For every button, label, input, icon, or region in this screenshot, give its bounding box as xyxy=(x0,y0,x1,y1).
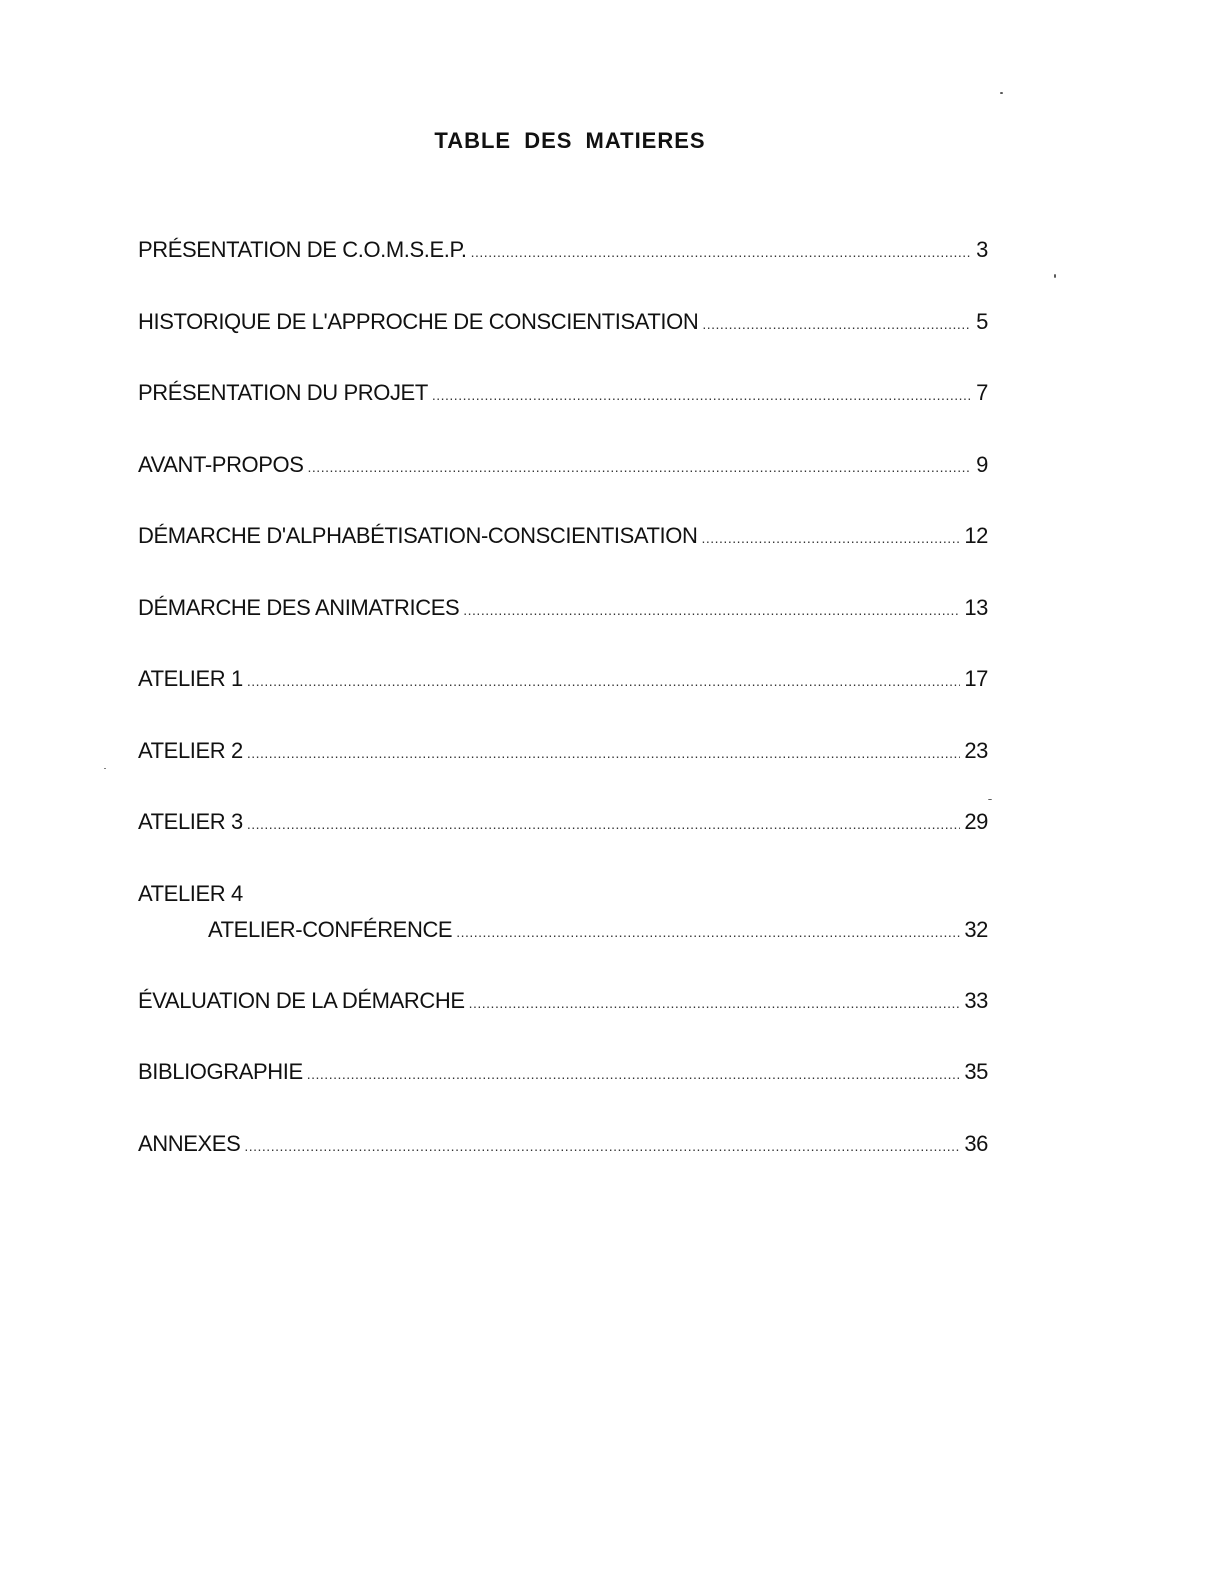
toc-line xyxy=(138,912,988,948)
toc-page-number: 32 xyxy=(964,916,988,942)
toc-line xyxy=(138,804,988,840)
toc-page-number: 35 xyxy=(964,1059,988,1084)
dot-leader xyxy=(702,306,970,342)
dot-leader xyxy=(456,914,960,950)
toc-page-number: 9 xyxy=(976,451,988,477)
dot-leader xyxy=(247,806,961,842)
toc-line xyxy=(138,661,988,697)
toc-page-number: 13 xyxy=(964,594,988,620)
scan-speck xyxy=(1054,274,1056,278)
toc-page-number: 12 xyxy=(964,523,988,548)
toc-entry-label: ATELIER 2 xyxy=(138,737,243,763)
toc-line xyxy=(138,232,988,268)
page-title: TABLE DES MATIERES xyxy=(434,128,706,153)
toc-page-number: 5 xyxy=(976,308,988,334)
toc-page-number: 23 xyxy=(964,737,988,763)
toc-line xyxy=(138,447,988,483)
toc-entry-label: PRÉSENTATION DE C.O.M.S.E.P. xyxy=(138,237,467,262)
toc-entry xyxy=(138,375,988,447)
dot-leader xyxy=(247,663,961,699)
dot-leader xyxy=(432,377,970,413)
toc-entry-label: ATELIER 1 xyxy=(138,666,243,691)
toc-entry xyxy=(138,661,988,733)
toc-page-number: 3 xyxy=(976,237,988,262)
toc-entry xyxy=(138,590,988,662)
toc-entry xyxy=(138,1054,988,1126)
dot-leader xyxy=(307,1056,961,1092)
toc-line xyxy=(138,983,988,1019)
toc-entry-label: AVANT-PROPOS xyxy=(138,451,304,477)
toc-line xyxy=(138,518,988,554)
toc-entry-label: PRÉSENTATION DU PROJET xyxy=(138,380,428,405)
toc-line xyxy=(138,304,988,340)
toc-entry-heading: ATELIER 4 xyxy=(138,880,243,906)
toc-entry xyxy=(138,518,988,590)
toc-entry-label: BIBLIOGRAPHIE xyxy=(138,1059,303,1084)
dot-leader xyxy=(247,735,961,771)
toc-entry-label: DÉMARCHE DES ANIMATRICES xyxy=(138,594,460,620)
toc-entry xyxy=(138,232,988,304)
dot-leader xyxy=(244,1128,960,1164)
toc-entry xyxy=(138,447,988,519)
toc-entry xyxy=(138,304,988,376)
toc-entry xyxy=(138,804,988,876)
toc-entry-label: ÉVALUATION DE LA DÉMARCHE xyxy=(138,987,465,1013)
dot-leader xyxy=(701,520,960,556)
dot-leader xyxy=(308,449,970,485)
toc-page-number: 36 xyxy=(964,1130,988,1156)
toc-page-number: 29 xyxy=(964,809,988,834)
toc-entry-label: ATELIER-CONFÉRENCE xyxy=(208,916,453,942)
toc-line xyxy=(138,733,988,769)
toc-entry xyxy=(138,1126,988,1198)
dot-leader xyxy=(469,985,961,1021)
scan-speck xyxy=(988,799,992,800)
toc-line xyxy=(138,375,988,411)
toc-line xyxy=(138,590,988,626)
table-of-contents xyxy=(138,232,988,1197)
toc-line xyxy=(138,1126,988,1162)
toc-entry xyxy=(138,733,988,805)
toc-page-number: 17 xyxy=(964,666,988,691)
dot-leader xyxy=(471,234,970,270)
toc-entry-label: ANNEXES xyxy=(138,1130,241,1156)
scan-speck xyxy=(104,768,106,769)
toc-entry-label: ATELIER 3 xyxy=(138,809,243,834)
scan-speck xyxy=(1000,92,1003,94)
toc-page-number: 33 xyxy=(964,987,988,1013)
toc-line xyxy=(138,1054,988,1090)
toc-entry xyxy=(138,983,988,1055)
dot-leader xyxy=(463,592,960,628)
toc-entry xyxy=(138,876,988,983)
toc-page-number: 7 xyxy=(976,380,988,405)
toc-entry-label: HISTORIQUE DE L'APPROCHE DE CONSCIENTISATION xyxy=(138,308,699,334)
toc-entry-label: DÉMARCHE D'ALPHABÉTISATION-CONSCIENTISATION xyxy=(138,523,698,548)
